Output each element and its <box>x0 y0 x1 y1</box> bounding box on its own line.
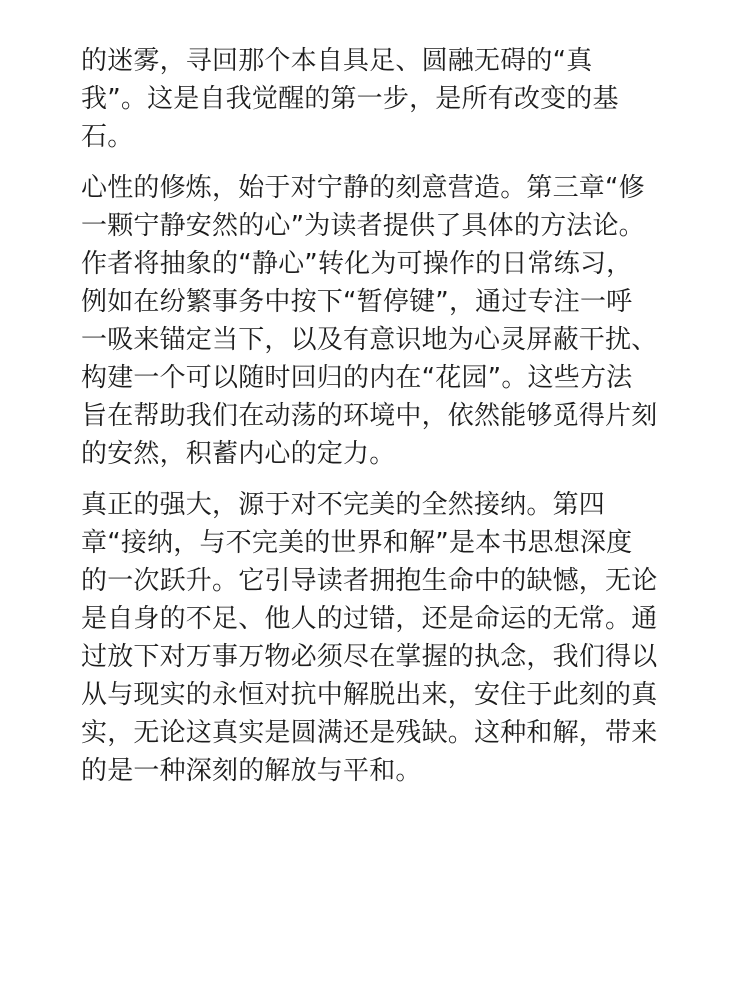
article-body <box>81 42 681 790</box>
text-line: 作者将抽象的“静心”转化为可操作的日常练习， <box>81 249 633 279</box>
text-line: 真正的强大，源于对不完美的全然接纳。第四 <box>81 490 606 520</box>
text-line: 是自身的不足、他人的过错，还是命运的无常。通 <box>81 604 658 634</box>
paragraph-2 <box>81 169 681 473</box>
paragraph-3 <box>81 486 681 790</box>
text-line: 实，无论这真实是圆满还是残缺。这种和解，带来 <box>81 718 658 748</box>
text-line: 石。 <box>81 122 134 152</box>
text-line: 一吸来锚定当下，以及有意识地为心灵屏蔽干扰、 <box>81 325 658 355</box>
text-line: 的是一种深刻的解放与平和。 <box>81 756 422 786</box>
text-line: 旨在帮助我们在动荡的环境中，依然能够觅得片刻 <box>81 401 658 431</box>
text-line: 构建一个可以随时回归的内在“花园”。这些方法 <box>81 363 633 393</box>
text-line: 的安然，积蓄内心的定力。 <box>81 439 396 469</box>
text-line: 例如在纷繁事务中按下“暂停键”，通过专注一呼 <box>81 287 633 317</box>
text-line: 过放下对万事万物必须尽在掌握的执念，我们得以 <box>81 642 658 672</box>
paragraph-1 <box>81 42 681 156</box>
text-line: 我”。这是自我觉醒的第一步，是所有改变的基 <box>81 84 619 114</box>
text-line: 的一次跃升。它引导读者拥抱生命中的缺憾，无论 <box>81 566 658 596</box>
text-line: 一颗宁静安然的心”为读者提供了具体的方法论。 <box>81 211 645 241</box>
text-line: 的迷雾，寻回那个本自具足、圆融无碍的“真 <box>81 46 593 76</box>
text-line: 心性的修炼，始于对宁静的刻意营造。第三章“修 <box>81 173 645 203</box>
text-line: 章“接纳，与不完美的世界和解”是本书思想深度 <box>81 528 633 558</box>
text-line: 从与现实的永恒对抗中解脱出来，安住于此刻的真 <box>81 680 658 710</box>
